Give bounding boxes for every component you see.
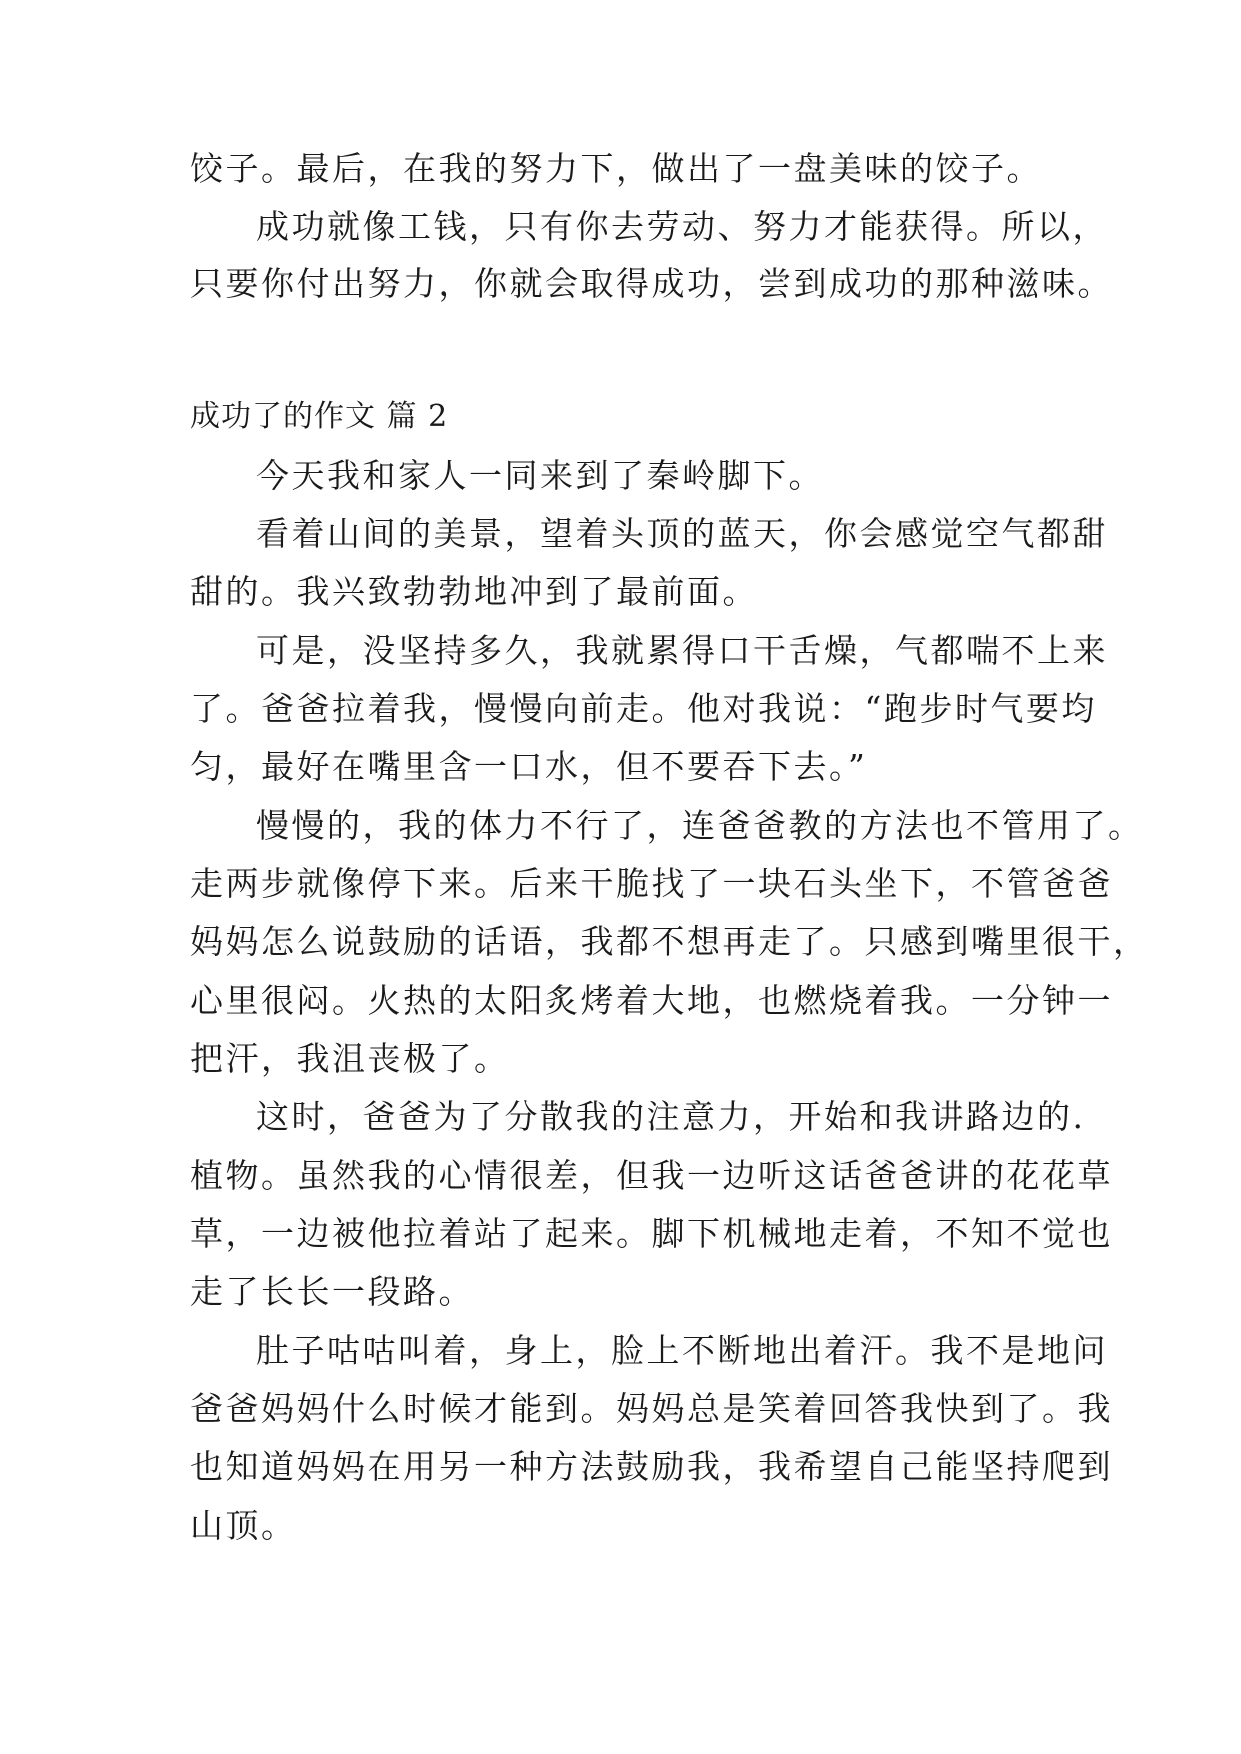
text-line: 饺子。最后，在我的努力下，做出了一盘美味的饺子。 [190, 149, 1042, 188]
text-line: 把汗，我沮丧极了。 [190, 1039, 510, 1078]
text-line: 走两步就像停下来。后来干脆找了一块石头坐下，不管爸爸 [190, 864, 1113, 903]
text-line: 可是，没坚持多久，我就累得口干舌燥，气都喘不上来 [256, 631, 1108, 670]
text-line: 植物。虽然我的心情很差，但我一边听这话爸爸讲的花花草 [190, 1156, 1113, 1195]
text-line: 肚子咕咕叫着，身上，脸上不断地出着汗。我不是地问 [256, 1331, 1108, 1370]
text-line: 只要你付出努力，你就会取得成功，尝到成功的那种滋味。 [190, 264, 1113, 303]
text-line: 爸爸妈妈什么时候才能到。妈妈总是笑着回答我快到了。我 [190, 1389, 1113, 1428]
section-title: 成功了的作文 篇 2 [190, 399, 449, 434]
text-line: 这时，爸爸为了分散我的注意力，开始和我讲路边的. [256, 1097, 1086, 1136]
text-line: 也知道妈妈在用另一种方法鼓励我，我希望自己能坚持爬到 [190, 1447, 1113, 1486]
text-line: 草，一边被他拉着站了起来。脚下机械地走着，不知不觉也 [190, 1214, 1113, 1253]
text-line: 看着山间的美景，望着头顶的蓝天，你会感觉空气都甜 [256, 514, 1108, 553]
text-line: 了。爸爸拉着我，慢慢向前走。他对我说：“跑步时气要均 [190, 689, 1097, 728]
text-line: 妈妈怎么说鼓励的话语，我都不想再走了。只感到嘴里很干， [190, 922, 1149, 961]
text-line: 心里很闷。火热的太阳炙烤着大地，也燃烧着我。一分钟一 [190, 981, 1113, 1020]
text-line: 甜的。我兴致勃勃地冲到了最前面。 [190, 572, 758, 611]
text-line: 今天我和家人一同来到了秦岭脚下。 [256, 456, 824, 495]
text-line: 匀，最好在嘴里含一口水，但不要吞下去。” [190, 747, 868, 786]
text-line: 走了长长一段路。 [190, 1272, 474, 1311]
text-line: 成功就像工钱，只有你去劳动、努力才能获得。所以， [256, 207, 1108, 246]
text-line: 山顶。 [190, 1506, 297, 1545]
text-line: 慢慢的，我的体力不行了，连爸爸教的方法也不管用了。 [256, 806, 1144, 845]
